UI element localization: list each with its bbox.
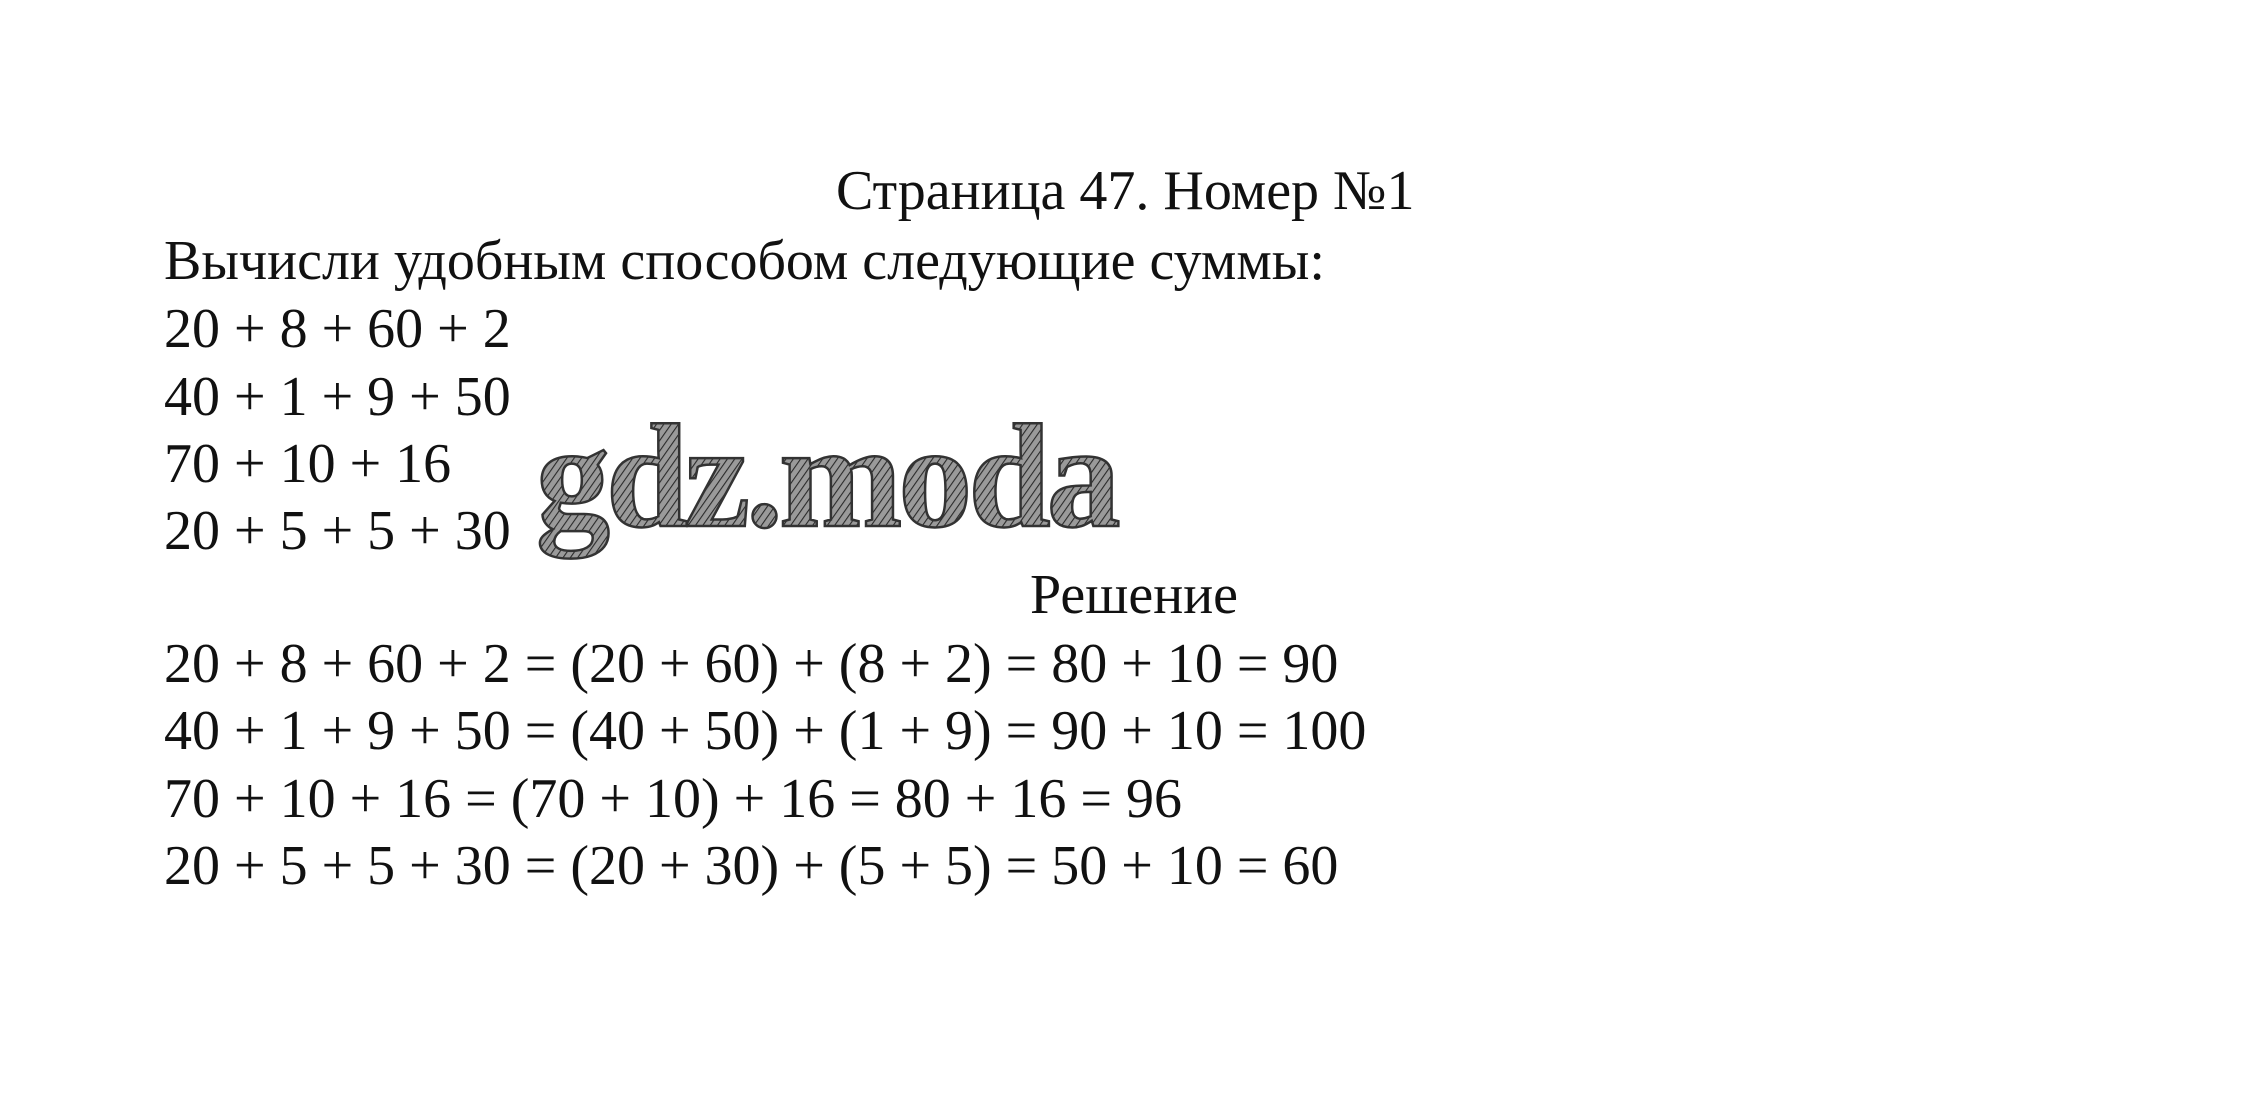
- solution-line-1: 20 + 8 + 60 + 2 = (20 + 60) + (8 + 2) = 80 + 10 = 90: [164, 633, 1339, 695]
- watermark-logo: [528, 408, 1178, 568]
- task-expression-4: 20 + 5 + 5 + 30: [164, 500, 511, 562]
- solution-line-3: 70 + 10 + 16 = (70 + 10) + 16 = 80 + 16 = 96: [164, 768, 1182, 830]
- solution-heading: Решение: [1030, 564, 1239, 626]
- watermark-text: gdz.moda: [536, 408, 1117, 559]
- page-title: Страница 47. Номер №1: [836, 160, 1415, 222]
- task-instruction: Вычисли удобным способом следующие суммы:: [164, 230, 1325, 292]
- solution-line-2: 40 + 1 + 9 + 50 = (40 + 50) + (1 + 9) = 90 + 10 = 100: [164, 700, 1367, 762]
- task-expression-2: 40 + 1 + 9 + 50: [164, 366, 511, 428]
- task-expression-3: 70 + 10 + 16: [164, 433, 452, 495]
- solution-line-4: 20 + 5 + 5 + 30 = (20 + 30) + (5 + 5) = 50 + 10 = 60: [164, 835, 1339, 897]
- task-expression-1: 20 + 8 + 60 + 2: [164, 298, 511, 360]
